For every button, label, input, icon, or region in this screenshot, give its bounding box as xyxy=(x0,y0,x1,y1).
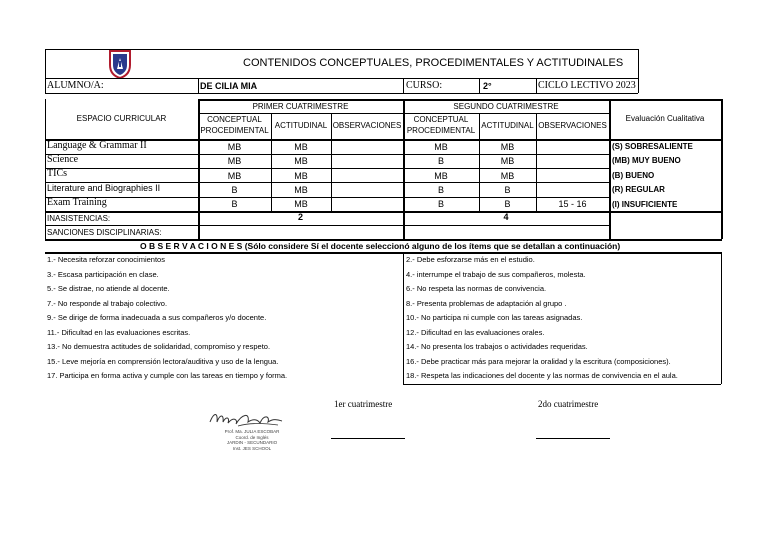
stamp-line: JARDIN - SECUNDARIO xyxy=(226,440,278,445)
signature-line-second xyxy=(536,438,610,439)
observation-item: 10.- No participa ni cumple con las tareas asignadas. xyxy=(406,313,583,322)
grade-cell: MB xyxy=(227,142,242,152)
school-crest-logo xyxy=(108,49,132,79)
inasistencias-segundo: 4 xyxy=(503,212,509,222)
segundo-cuatrimestre-header: SEGUNDO CUATRIMESTRE xyxy=(453,102,559,111)
grade-cell: B xyxy=(437,185,444,195)
observation-item: 18.- Respeta las indicaciones del docente y las normas de convivencia en el aula. xyxy=(406,371,678,380)
conceptual-header-1-line2: PROCEDIMENTAL xyxy=(200,126,269,135)
inasistencias-primer: 2 xyxy=(297,212,303,222)
evaluacion-cualitativa-header: Evaluación Cualitativa xyxy=(625,114,705,123)
observation-item: 4.- interrumpe el trabajo de sus compañeros, molesta. xyxy=(406,270,586,279)
grade-cell: B xyxy=(231,199,238,209)
signature-line-first xyxy=(331,438,405,439)
subject-cell: Language & Grammar II xyxy=(47,140,147,151)
observation-item: 2.- Debe esforzarse más en el estudio. xyxy=(406,255,535,264)
ciclo-lectivo-label: CICLO LECTIVO 2023 xyxy=(538,80,636,91)
teacher-stamp xyxy=(224,429,280,453)
actitudinal-header-1: ACTITUDINAL xyxy=(274,121,328,130)
stamp-line: Coord. de Inglés xyxy=(235,434,269,440)
conceptual-header-2-line1: CONCEPTUAL xyxy=(413,115,469,124)
observation-item: 11.- Dificultad en las evaluaciones escritas. xyxy=(47,328,191,337)
inasistencias-label: INASISTENCIAS: xyxy=(47,214,111,223)
curso-label: CURSO: xyxy=(406,80,443,91)
grade-cell: B xyxy=(504,199,511,209)
observation-cell: 15 - 16 xyxy=(558,199,587,209)
observation-item: 13.- No demuestra actitudes de solidaridad, compromiso y respeto. xyxy=(47,342,271,351)
signature-label-second: 2do cuatrimestre xyxy=(538,399,599,409)
grade-cell: MB xyxy=(294,185,308,195)
grading-scale-item: (MB) MUY BUENO xyxy=(612,156,681,165)
grade-cell: MB xyxy=(434,171,448,181)
subject-cell: Exam Training xyxy=(47,197,107,208)
observation-item: 9.- Se dirige de forma inadecuada a sus compañeros y/o docente. xyxy=(47,313,267,322)
observaciones-header-1: OBSERVACIONES xyxy=(332,121,402,130)
grade-cell: B xyxy=(504,185,511,195)
subject-cell: Science xyxy=(47,154,79,165)
grading-scale-item: (B) BUENO xyxy=(612,171,655,180)
observation-item: 12.- Dificultad en las evaluaciones orales. xyxy=(406,328,545,337)
observation-item: 7.- No responde al trabajo colectivo. xyxy=(47,299,168,308)
grade-cell: MB xyxy=(227,171,242,181)
grade-cell: B xyxy=(231,185,238,195)
observation-item: 3.- Escasa participación en clase. xyxy=(47,270,159,279)
stamp-line: Inst. JES SCHOOL xyxy=(232,445,272,451)
alumno-value: DE CILIA MIA xyxy=(200,81,258,91)
observaciones-left-list xyxy=(47,256,401,382)
grade-cell: MB xyxy=(500,171,515,181)
grade-cell: MB xyxy=(294,171,308,181)
observation-item: 14.- No presenta los trabajos o actividades requeridas. xyxy=(406,342,588,351)
espacio-curricular-header: ESPACIO CURRICULAR xyxy=(76,114,167,123)
alumno-label: ALUMNO/A: xyxy=(47,80,104,91)
grade-cell: MB xyxy=(294,199,308,209)
grading-scale-item: (S) SOBRESALIENTE xyxy=(612,142,693,151)
observation-item: 1.- Necesita reforzar conocimientos xyxy=(47,255,165,264)
grade-cell: MB xyxy=(227,156,242,166)
observaciones-heading: O B S E R V A C I O N E S (Sólo considere Sí el docente seleccionó alguno de los ítems que se detallan a continuación) xyxy=(140,241,621,251)
grade-cell: MB xyxy=(500,142,515,152)
grading-scale-item: (I) INSUFICIENTE xyxy=(612,200,678,209)
grade-cell: MB xyxy=(434,142,448,152)
observaciones-right-list xyxy=(406,256,720,382)
curso-value: 2° xyxy=(483,81,492,91)
conceptual-header-2-line2: PROCEDIMENTAL xyxy=(406,126,476,135)
observation-item: 15.- Leve mejoría en comprensión lectora/auditiva y uso de la lengua. xyxy=(47,357,279,366)
document-title: CONTENIDOS CONCEPTUALES, PROCEDIMENTALES Y ACTITUDINALES xyxy=(243,57,624,69)
subject-cell: TICs xyxy=(47,168,67,179)
grade-cell: B xyxy=(437,199,444,209)
grade-cell: MB xyxy=(294,156,308,166)
observation-item: 16.- Debe practicar más para mejorar la oralidad y la escritura (composiciones). xyxy=(406,357,671,366)
grading-scale-item: (R) REGULAR xyxy=(612,185,665,194)
observaciones-header-2: OBSERVACIONES xyxy=(538,121,607,130)
signature-label-first: 1er cuatrimestre xyxy=(334,399,393,409)
grade-cell: MB xyxy=(500,156,515,166)
actitudinal-header-2: ACTITUDINAL xyxy=(481,121,534,130)
observation-item: 6.- No respeta las normas de convivencia. xyxy=(406,284,547,293)
primer-cuatrimestre-header: PRIMER CUATRIMESTRE xyxy=(252,102,349,111)
handwritten-signature xyxy=(208,408,284,430)
observation-item: 17. Participa en forma activa y cumple con las tareas en tiempo y forma. xyxy=(47,371,288,380)
subject-cell: Literature and Biographies II xyxy=(47,183,161,193)
sanciones-label: SANCIONES DISCIPLINARIAS: xyxy=(47,228,162,237)
grade-cell: B xyxy=(437,156,444,166)
grade-cell: MB xyxy=(294,142,308,152)
conceptual-header-1-line1: CONCEPTUAL xyxy=(207,115,262,124)
stamp-line: Prof. Ma. JULIA ESCOBAR xyxy=(224,429,280,434)
observation-item: 8.- Presenta problemas de adaptación al grupo . xyxy=(406,299,567,308)
observation-item: 5.- Se distrae, no atiende al docente. xyxy=(47,284,170,293)
